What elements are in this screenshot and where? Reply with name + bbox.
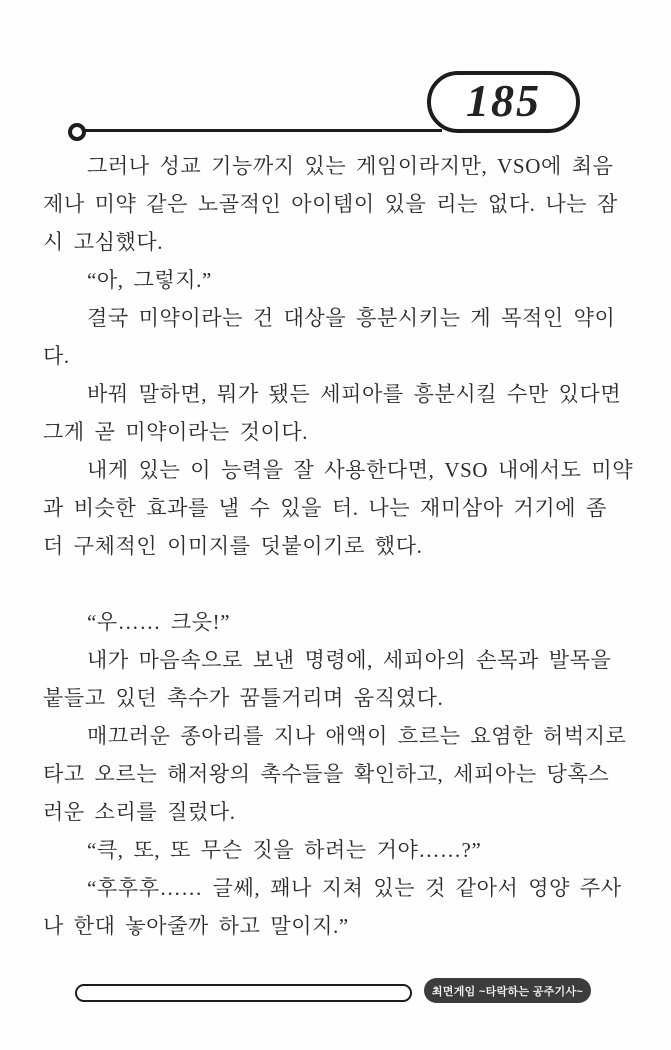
footer-series-badge — [424, 978, 591, 1003]
footer-decorative-pill — [75, 984, 412, 1002]
text-line: 과 비슷한 효과를 낼 수 있을 터. 나는 재미삼아 거기에 좀 — [43, 496, 607, 520]
text-line: 그러나 성교 기능까지 있는 게임이라지만, VSO에 최음 — [87, 154, 614, 178]
text-line: 다. — [43, 344, 70, 368]
body-text — [43, 147, 634, 945]
text-line: 내게 있는 이 능력을 잘 사용한다면, VSO 내에서도 미약 — [87, 458, 634, 482]
text-line: 내가 마음속으로 보낸 명령에, 세피아의 손목과 발목을 — [87, 648, 612, 672]
text-line: 타고 오르는 해저왕의 촉수들을 확인하고, 세피아는 당혹스 — [43, 762, 610, 786]
text-line: “후후후…… 글쎄, 꽤나 지쳐 있는 것 같아서 영양 주사 — [87, 876, 622, 900]
text-line: 시 고심했다. — [43, 230, 164, 254]
text-line: 러운 소리를 질렀다. — [43, 800, 236, 824]
text-line: 나 한대 놓아줄까 하고 말이지.” — [43, 914, 349, 938]
text-line: 바꿔 말하면, 뭐가 됐든 세피아를 흥분시킬 수만 있다면 — [87, 382, 622, 406]
text-line: 그게 곧 미약이라는 것이다. — [43, 420, 309, 444]
text-line: “우…… 크읏!” — [87, 610, 231, 634]
header-rule-ring-ornament — [68, 123, 86, 141]
text-line: 붙들고 있던 촉수가 꿈틀거리며 움직였다. — [43, 686, 444, 710]
text-line: 제나 미약 같은 노골적인 아이템이 있을 리는 없다. 나는 잠 — [43, 192, 618, 216]
text-line: “큭, 또, 또 무슨 짓을 하려는 거야……?” — [87, 838, 482, 862]
header-rule-line — [82, 129, 442, 132]
text-line: 매끄러운 종아리를 지나 애액이 흐르는 요염한 허벅지로 — [87, 724, 627, 748]
text-line: 더 구체적인 이미지를 덧붙이기로 했다. — [43, 534, 423, 558]
footer-series-label: 최면게임 ~타락하는 공주기사~ — [431, 985, 584, 998]
page-number: 185 — [466, 74, 541, 126]
text-line: 결국 미약이라는 건 대상을 흥분시키는 게 목적인 약이 — [87, 306, 616, 330]
text-line: “아, 그렇지.” — [87, 268, 212, 292]
page-number-badge — [427, 71, 580, 133]
